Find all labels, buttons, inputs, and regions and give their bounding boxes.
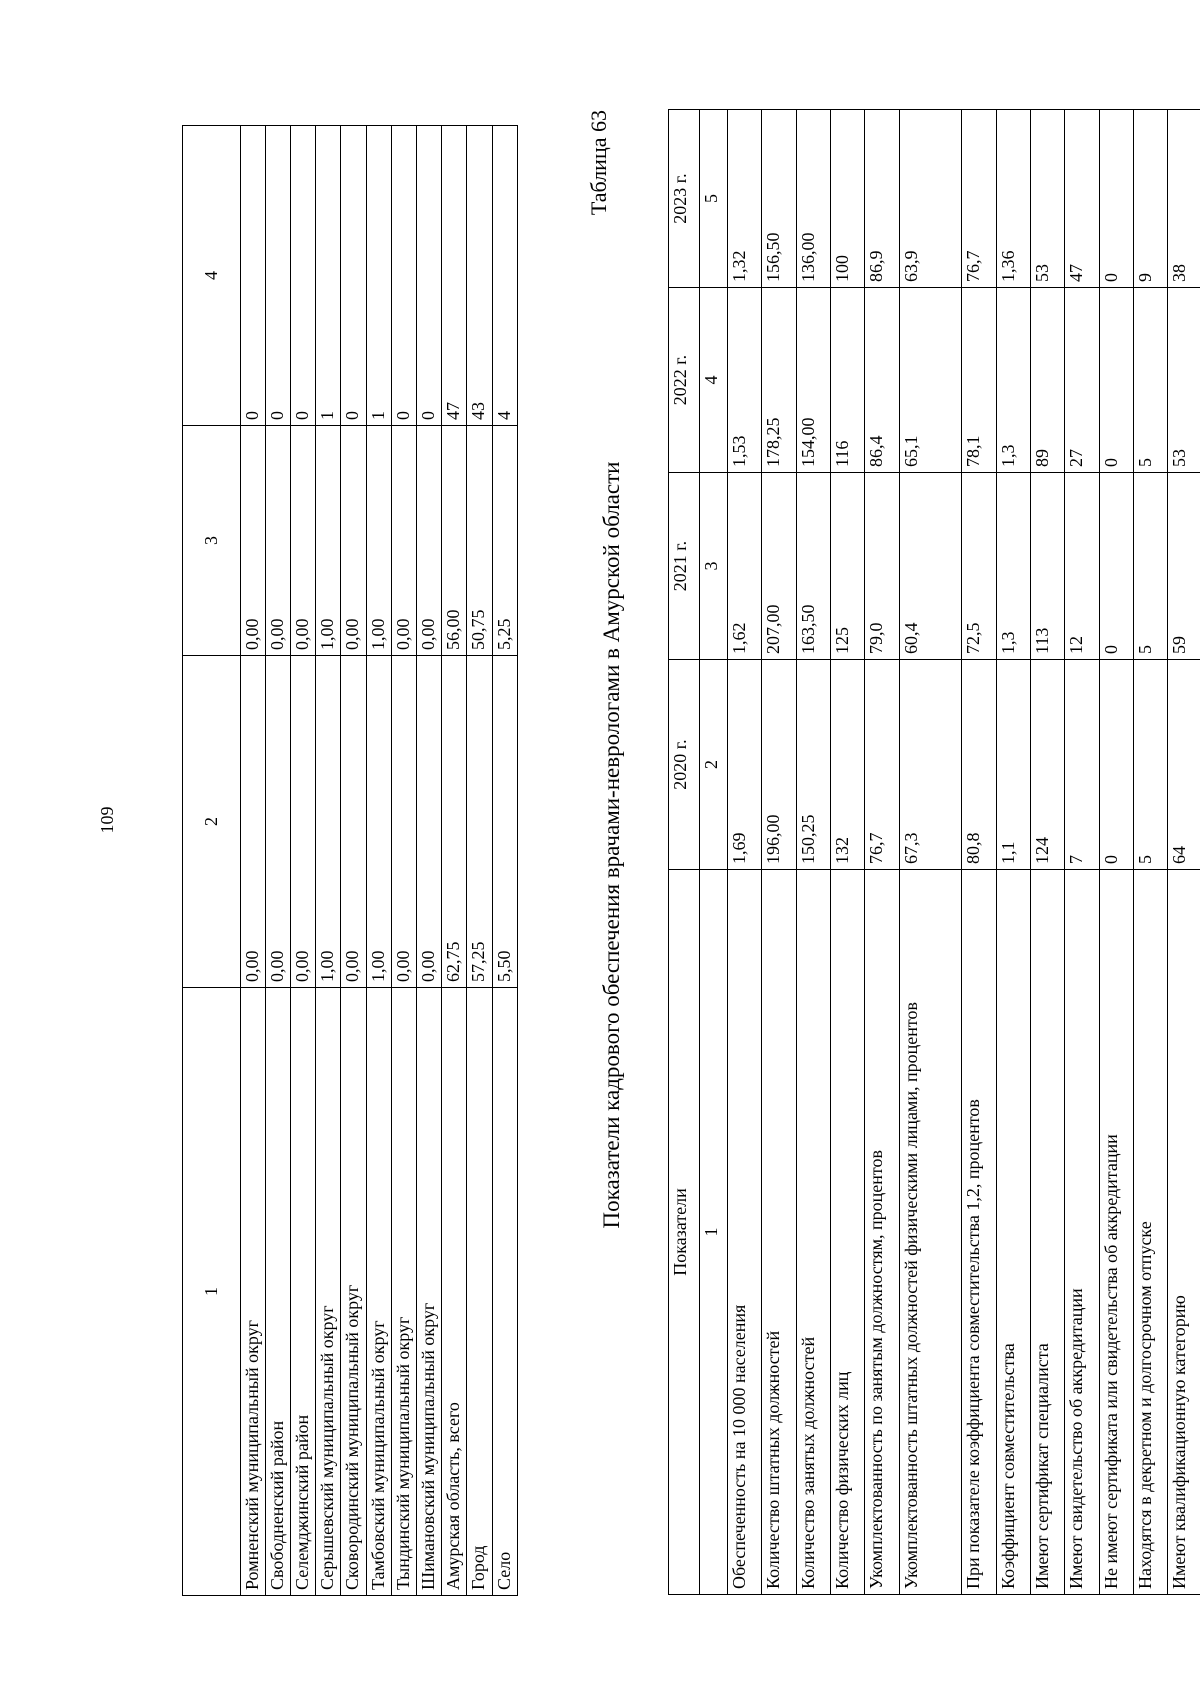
table-cell: 0,00 (240, 426, 265, 656)
table-cell: 124 (1031, 660, 1065, 870)
table-row (1031, 110, 1065, 1595)
table-cell: 0,00 (341, 426, 366, 656)
table-cell: 154,00 (796, 288, 830, 473)
table-row (1099, 110, 1133, 1595)
table-row (1168, 110, 1200, 1595)
table-cell: 1,00 (366, 656, 391, 988)
column-number-row (699, 110, 727, 1595)
table-cell: 207,00 (762, 473, 796, 660)
table-row (899, 110, 962, 1595)
column-header: 2021 г. (669, 473, 700, 660)
table-cell: 1,00 (316, 656, 341, 988)
table-cell: 1,53 (727, 288, 761, 473)
table-cell: 1 (366, 126, 391, 426)
table-cell: 60,4 (899, 473, 962, 660)
row-label: Количество штатных должностей (762, 870, 796, 1595)
table-cell: 0,00 (240, 656, 265, 988)
table-cell: 53 (1031, 110, 1065, 288)
table-cell: 0,00 (417, 656, 442, 988)
table-header-row (183, 126, 241, 1596)
table-cell: 1,62 (727, 473, 761, 660)
table-cell: 150,25 (796, 660, 830, 870)
table-title: Показатели кадрового обеспечения врачами-неврологами в Амурской области (599, 461, 624, 1229)
row-label: Амурская область, всего (442, 988, 467, 1596)
row-label: Количество занятых должностей (796, 870, 830, 1595)
column-number: 3 (699, 473, 727, 660)
table-cell: 7 (1065, 660, 1099, 870)
table-cell: 0 (1099, 110, 1133, 288)
row-label: Серышевский муниципальный округ (316, 988, 341, 1596)
table-row (316, 126, 341, 1596)
table-row (962, 110, 996, 1595)
table-cell: 79,0 (865, 473, 899, 660)
row-label: Сковородинский муниципальный округ (341, 988, 366, 1596)
row-label: Имеют свидетельство об аккредитации (1065, 870, 1099, 1595)
table-cell: 0,00 (290, 656, 315, 988)
table-cell: 113 (1031, 473, 1065, 660)
table-row (341, 126, 366, 1596)
table-cell: 65,1 (899, 288, 962, 473)
row-label: Находятся в декретном и долгосрочном отпуске (1134, 870, 1168, 1595)
table-cell: 1 (316, 126, 341, 426)
table-cell: 43 (467, 126, 492, 426)
table-cell: 132 (831, 660, 865, 870)
table-cell: 0 (1099, 288, 1133, 473)
table-cell: 5 (1134, 473, 1168, 660)
table-row (1065, 110, 1099, 1595)
row-label: Коэффициент совместительства (996, 870, 1030, 1595)
column-header: 2023 г. (669, 110, 700, 288)
table-row (290, 126, 315, 1596)
table-cell: 9 (1134, 110, 1168, 288)
table-63-grid (668, 109, 1200, 1595)
table-label: Таблица 63 (586, 110, 611, 216)
table-row (796, 110, 830, 1595)
table-row (265, 126, 290, 1596)
table-cell: 196,00 (762, 660, 796, 870)
row-label: Город (467, 988, 492, 1596)
table-cell: 67,3 (899, 660, 962, 870)
table-cell: 0,00 (391, 426, 416, 656)
table-cell: 0,00 (417, 426, 442, 656)
table-row (1134, 110, 1168, 1595)
row-label: Количество физических лиц (831, 870, 865, 1595)
table-row (996, 110, 1030, 1595)
table-cell: 1,3 (996, 288, 1030, 473)
table-cell: 0 (265, 126, 290, 426)
table-cell: 76,7 (865, 660, 899, 870)
row-label: Ромненский муниципальный округ (240, 988, 265, 1596)
table-cell: 1,1 (996, 660, 1030, 870)
column-number: 1 (183, 988, 241, 1596)
table-cell: 62,75 (442, 656, 467, 988)
table-cell: 1,36 (996, 110, 1030, 288)
table-cell: 0,00 (265, 656, 290, 988)
table-cell: 86,4 (865, 288, 899, 473)
table-cell: 0,00 (341, 656, 366, 988)
table-cell: 89 (1031, 288, 1065, 473)
column-number: 5 (699, 110, 727, 288)
table-cell: 0 (240, 126, 265, 426)
table-row (391, 126, 416, 1596)
column-header: Показатели (669, 870, 700, 1595)
row-label: Село (492, 988, 517, 1596)
table-cell: 125 (831, 473, 865, 660)
table-cell: 0 (290, 126, 315, 426)
row-label: При показателе коэффициента совместительства 1,2, процентов (962, 870, 996, 1595)
table-cell: 1,3 (996, 473, 1030, 660)
row-label: Селемджинский район (290, 988, 315, 1596)
table-cell: 4 (492, 126, 517, 426)
page-number: 109 (97, 806, 117, 834)
table-63 (668, 109, 1200, 1595)
table-cell: 47 (1065, 110, 1099, 288)
table-row (865, 110, 899, 1595)
table-cell: 63,9 (899, 110, 962, 288)
table-header-row (669, 110, 700, 1595)
table-cell: 1,00 (316, 426, 341, 656)
table-cell: 100 (831, 110, 865, 288)
column-number: 2 (183, 656, 241, 988)
table-cell: 59 (1168, 473, 1200, 660)
table-cell: 64 (1168, 660, 1200, 870)
table-cell: 38 (1168, 110, 1200, 288)
table-cell: 5 (1134, 288, 1168, 473)
table-cell: 5 (1134, 660, 1168, 870)
column-number: 1 (699, 870, 727, 1595)
table-cell: 178,25 (762, 288, 796, 473)
table-row (727, 110, 761, 1595)
table-cell: 1,00 (366, 426, 391, 656)
previous-table (182, 125, 518, 1596)
table-cell: 56,00 (442, 426, 467, 656)
row-label: Свободненский район (265, 988, 290, 1596)
column-number: 4 (699, 288, 727, 473)
row-label: Обеспеченность на 10 000 населения (727, 870, 761, 1595)
row-label: Имеют квалификационную категорию (1168, 870, 1200, 1595)
table-cell: 0,00 (265, 426, 290, 656)
column-header: 2020 г. (669, 660, 700, 870)
table-cell: 5,25 (492, 426, 517, 656)
table-cell: 156,50 (762, 110, 796, 288)
table-cell: 0,00 (391, 656, 416, 988)
table-cell: 72,5 (962, 473, 996, 660)
table-cell: 53 (1168, 288, 1200, 473)
row-label: Укомплектованность штатных должностей физическими лицами, процентов (899, 870, 962, 1595)
column-number: 4 (183, 126, 241, 426)
table-row (240, 126, 265, 1596)
table-cell: 76,7 (962, 110, 996, 288)
table-cell: 116 (831, 288, 865, 473)
table-row (442, 126, 467, 1596)
table-cell: 5,50 (492, 656, 517, 988)
table-cell: 0,00 (290, 426, 315, 656)
table-cell: 78,1 (962, 288, 996, 473)
table-cell: 0 (1099, 660, 1133, 870)
table-cell: 0 (391, 126, 416, 426)
table-cell: 57,25 (467, 656, 492, 988)
column-header: 2022 г. (669, 288, 700, 473)
row-label: Шимановский муниципальный округ (417, 988, 442, 1596)
table-row (762, 110, 796, 1595)
table-row (467, 126, 492, 1596)
table-cell: 163,50 (796, 473, 830, 660)
table-row (366, 126, 391, 1596)
table-row (492, 126, 517, 1596)
row-label: Тындинский муниципальный округ (391, 988, 416, 1596)
column-number: 2 (699, 660, 727, 870)
table-cell: 1,69 (727, 660, 761, 870)
table-row (831, 110, 865, 1595)
table-cell: 12 (1065, 473, 1099, 660)
table-cell: 50,75 (467, 426, 492, 656)
table-cell: 47 (442, 126, 467, 426)
row-label: Тамбовский муниципальный округ (366, 988, 391, 1596)
table-cell: 136,00 (796, 110, 830, 288)
row-label: Укомплектованность по занятым должностям, процентов (865, 870, 899, 1595)
table-cell: 0 (1099, 473, 1133, 660)
table-cell: 27 (1065, 288, 1099, 473)
table-cell: 80,8 (962, 660, 996, 870)
column-number: 3 (183, 426, 241, 656)
table-cell: 0 (417, 126, 442, 426)
table-row (417, 126, 442, 1596)
table-cell: 86,9 (865, 110, 899, 288)
row-label: Не имеют сертификата или свидетельства об аккредитации (1099, 870, 1133, 1595)
table-cell: 0 (341, 126, 366, 426)
table-cell: 1,32 (727, 110, 761, 288)
previous-table-grid (182, 125, 518, 1596)
row-label: Имеют сертификат специалиста (1031, 870, 1065, 1595)
